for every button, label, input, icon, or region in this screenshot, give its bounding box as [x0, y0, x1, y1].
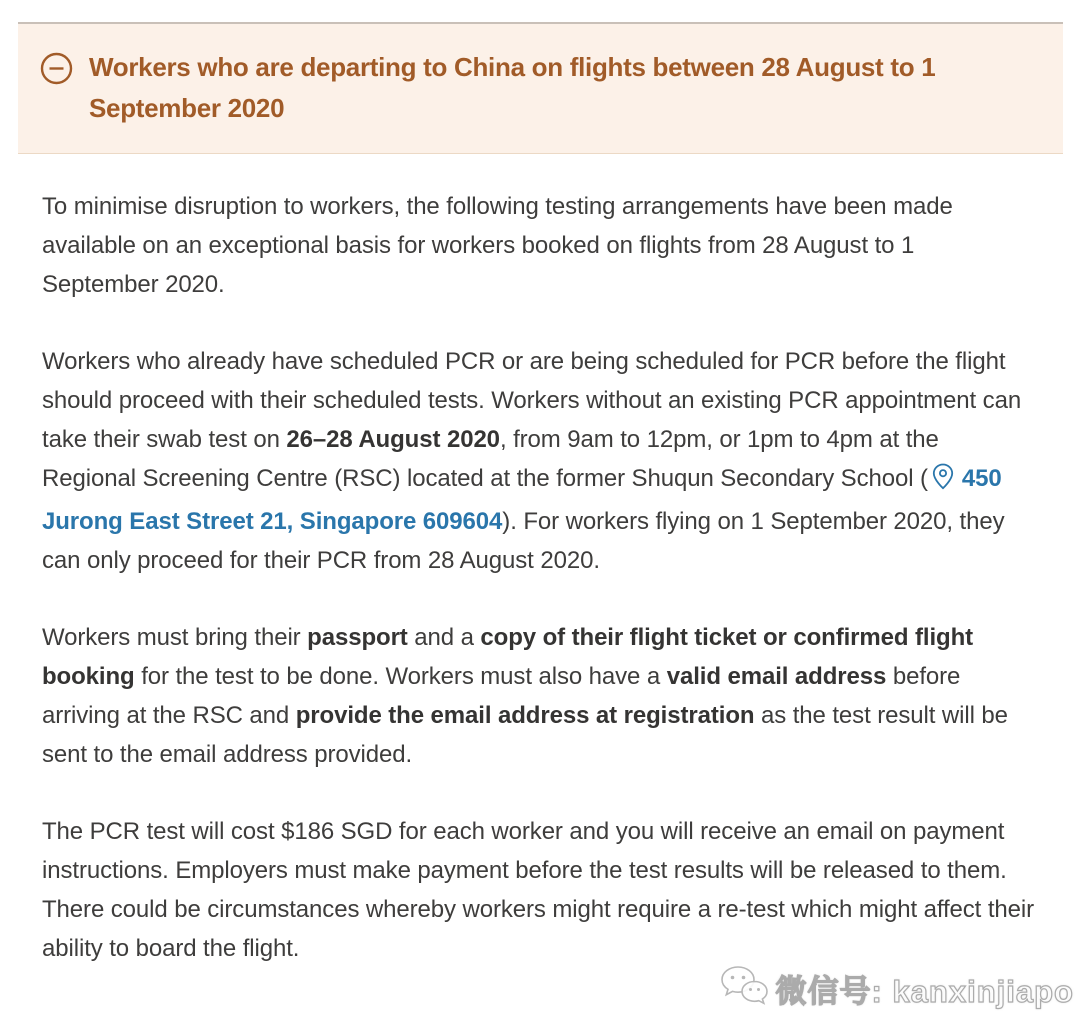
body-paragraphs: [42, 187, 1034, 968]
body-text: ). For workers flying on 1 September 2020, they can only proceed for their PCR from 28 August 2020.: [42, 508, 1005, 574]
body-text: as the test result will be sent to the email address provided.: [42, 702, 1008, 768]
body-text: before arriving at the RSC and: [42, 663, 961, 729]
bold-text: provide the email address at registration: [295, 702, 755, 729]
bold-text: copy of their flight ticket or confirmed flight booking: [42, 624, 974, 690]
body-text: Workers must bring their: [42, 624, 308, 651]
body-text: , from 9am to 12pm, or 1pm to 4pm at the Regional Screening Centre (RSC) located at the former Shuqun Secondary School (: [42, 426, 939, 492]
paragraph-4: [42, 812, 1034, 968]
bold-text: valid email address: [666, 663, 887, 690]
watermark: [718, 964, 1074, 1013]
body-text: for the test to be done. Workers must also have a: [134, 663, 667, 690]
address-link[interactable]: 450 Jurong East Street 21, Singapore 609604: [42, 465, 1002, 535]
body-text: and a: [407, 624, 481, 651]
wechat-icon: [718, 964, 770, 1013]
body-text: The PCR test will cost $186 SGD for each worker and you will receive an email on payment instructions. Employers must make payment before the test results will be released to them. There could be circumstances whereby workers might require a re-test which might affect their ability to board the flight.: [42, 818, 1035, 962]
bold-text: passport: [307, 624, 408, 651]
body-text: Workers who already have scheduled PCR or are being scheduled for PCR before the flight should proceed with their scheduled tests. Workers without an existing PCR appointment can take their swab test on: [42, 348, 1022, 453]
accordion-body: [0, 154, 1080, 968]
paragraph-2: [42, 342, 1034, 580]
accordion-header[interactable]: [18, 22, 1063, 154]
paragraph-1: [42, 187, 1034, 304]
paragraph-3: [42, 618, 1034, 774]
body-text: To minimise disruption to workers, the following testing arrangements have been made available on an exceptional basis for workers booked on flights from 28 August to 1 September 2020.: [42, 193, 953, 298]
bold-text: 26–28 August 2020: [286, 426, 500, 453]
collapse-minus-icon[interactable]: [40, 52, 73, 90]
accordion-title: Workers who are departing to China on flights between 28 August to 1 September 2020: [89, 52, 936, 123]
location-pin-icon[interactable]: [932, 463, 954, 502]
watermark-text: 微信号: kanxinjiapo: [775, 974, 1074, 1009]
